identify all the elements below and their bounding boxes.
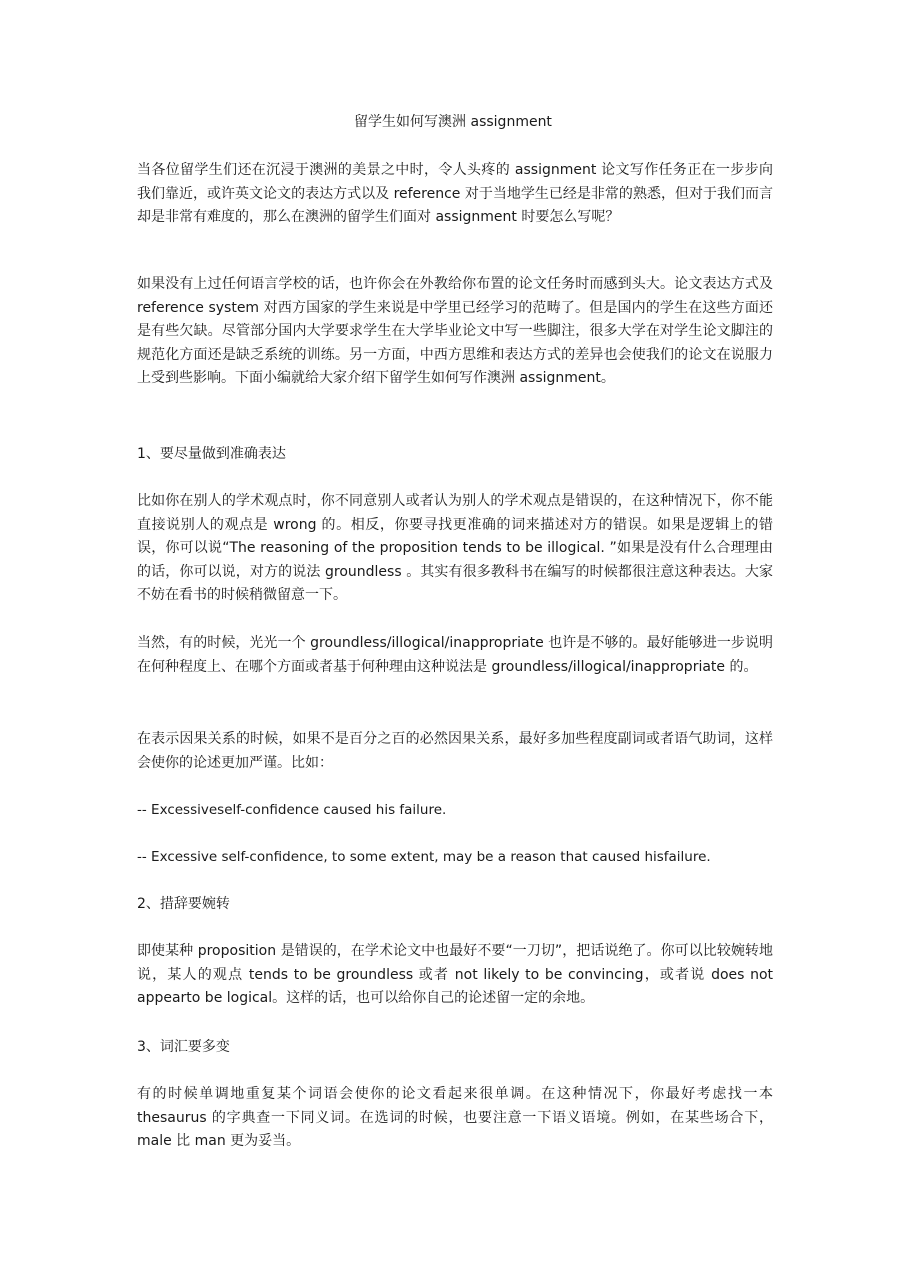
document-title: 留学生如何写澳洲 assignment [354,114,552,130]
section-heading-3: 3、词汇要多变 [137,1039,230,1055]
intro-paragraph-2: 如果没有上过任何语言学校的话，也许你会在外教给你布置的论文任务时而感到头大。论文表达方式及 reference system 对西方国家的学生来说是中学里已经学习的范畴了。但是国内的学生在这些方面还是有些欠缺。尽管部分国内大学要求学生在大学毕业论文中写一些脚注，很多大学在对学生论文脚注的规范化方面还是缺乏系统的训练。另一方面，中西方思维和表达方式的差异也会使我们的论文在说服力上受到些影响。下面小编就给大家介绍下留学生如何写作澳洲 assignment。 [137,276,773,386]
section3-paragraph-1: 有的时候单调地重复某个词语会使你的论文看起来很单调。在这种情况下，你最好考虑找一本 thesaurus 的字典查一下同义词。在选词的时候，也要注意一下语义语境。例如，在某些场合下，male 比 man 更为妥当。 [137,1086,773,1149]
section1-paragraph-2: 当然，有的时候，光光一个 groundless/illogical/inappropriate 也许是不够的。最好能够进一步说明在何种程度上、在哪个方面或者基于何种理由这种说法是 groundless/illogical/inappropriate 的。 [137,635,773,675]
section2-paragraph-1: 即使某种 proposition 是错误的，在学术论文中也最好不要“一刀切”，把话说绝了。你可以比较婉转地说，某人的观点 tends to be groundless 或者 not likely to be convincing，或者说 does not appearto be logical。这样的话，也可以给你自己的论述留一定的余地。 [137,943,773,1006]
section-heading-1: 1、要尽量做到准确表达 [137,446,286,462]
intro-paragraph-1: 当各位留学生们还在沉浸于澳洲的美景之中时，令人头疼的 assignment 论文写作任务正在一步步向我们靠近，或许英文论文的表达方式以及 reference 对于当地学生已经是非常的熟悉，但对于我们而言却是非常有难度的，那么在澳洲的留学生们面对 assignment 时要怎么写呢？ [137,162,773,225]
section-heading-2: 2、措辞要婉转 [137,896,230,912]
example-sentence-2: -- Excessive self-confidence, to some extent, may be a reason that caused hisfailure. [137,849,711,865]
example-sentence-1: -- Excessiveself-confidence caused his failure. [137,802,447,818]
section1-paragraph-3: 在表示因果关系的时候，如果不是百分之百的必然因果关系，最好多加些程度副词或者语气助词，这样会使你的论述更加严谨。比如： [137,731,773,771]
section1-paragraph-1: 比如你在别人的学术观点时，你不同意别人或者认为别人的学术观点是错误的，在这种情况下，你不能直接说别人的观点是 wrong 的。相反，你要寻找更准确的词来描述对方的错误。如果是逻辑上的错误，你可以说“The reasoning of the proposition tends to be illogical. ”如果是没有什么合理理由的话，你可以说，对方的说法 groundless 。其实有很多教科书在编写的时候都很注意这种表达。大家不妨在看书的时候稍微留意一下。 [137,493,773,603]
